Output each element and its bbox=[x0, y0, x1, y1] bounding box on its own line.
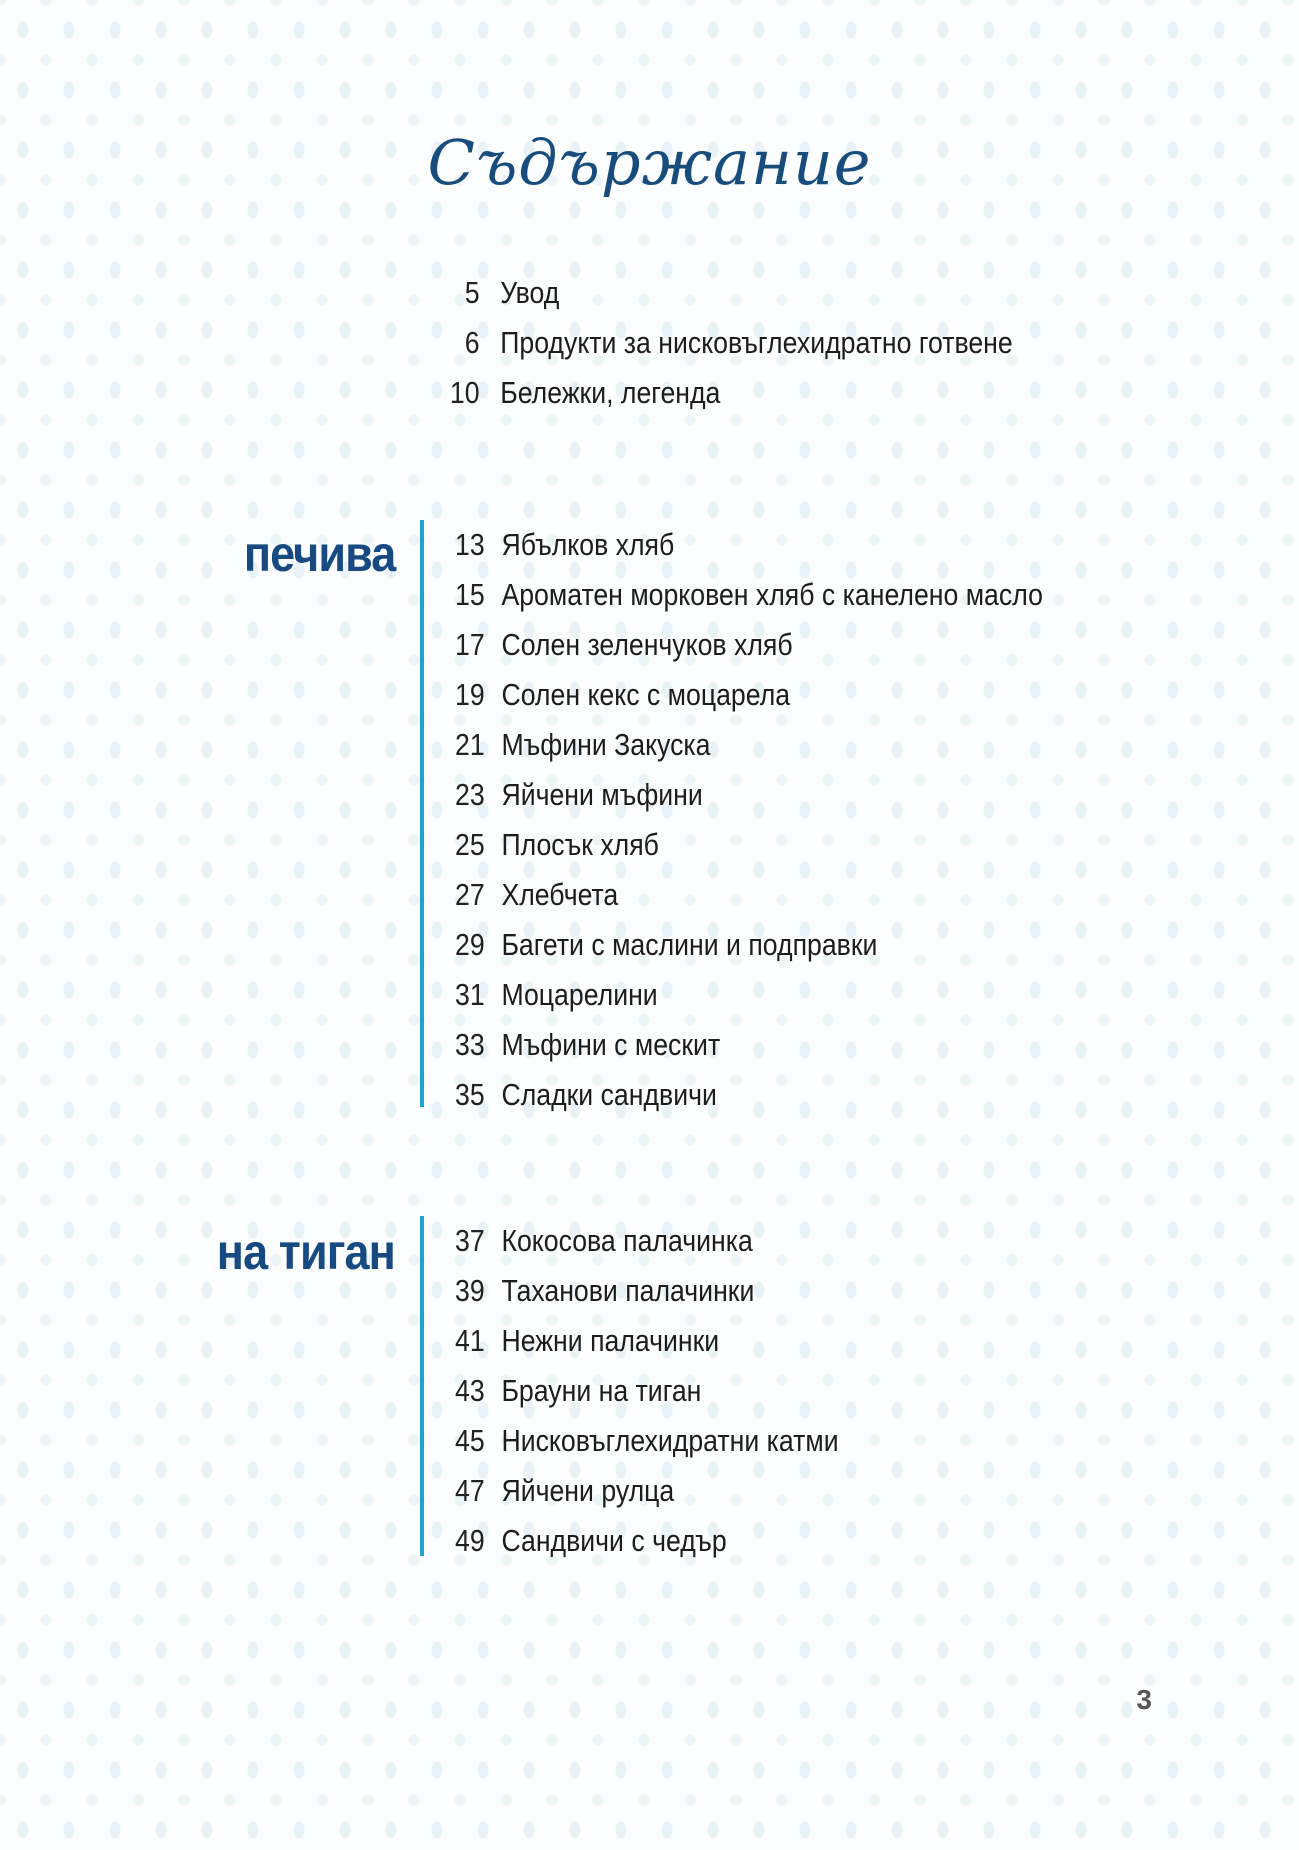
toc-entry-label: Бележки, легенда bbox=[500, 375, 721, 410]
toc-entry[interactable] bbox=[455, 770, 1043, 820]
toc-page-number: 33 bbox=[455, 1027, 485, 1062]
toc-entry[interactable] bbox=[455, 720, 1043, 770]
toc-entry[interactable] bbox=[455, 1366, 839, 1416]
toc-entry[interactable] bbox=[455, 820, 1043, 870]
toc-page-number: 47 bbox=[455, 1473, 485, 1508]
toc-entry[interactable] bbox=[455, 670, 1043, 720]
toc-entry-label: Моцарелини bbox=[501, 977, 658, 1012]
toc-page-number: 31 bbox=[455, 977, 485, 1012]
toc-page-number: 10 bbox=[449, 375, 480, 410]
toc-entry-label: Нежни палачинки bbox=[501, 1323, 720, 1358]
toc-page-number: 45 bbox=[455, 1423, 485, 1458]
toc-page-number: 17 bbox=[455, 627, 485, 662]
toc-entry-label: Нисковъглехидратни катми bbox=[501, 1423, 839, 1458]
toc-entry-label: Продукти за нисковъглехидратно готвене bbox=[500, 325, 1013, 360]
toc-page-number: 37 bbox=[455, 1223, 485, 1258]
toc-entry-label: Кокосова палачинка bbox=[501, 1223, 753, 1258]
toc-entry-label: Ябълков хляб bbox=[501, 527, 675, 562]
section-list bbox=[455, 1216, 901, 1566]
toc-entry-label: Яйчени мъфини bbox=[501, 777, 703, 812]
toc-entry-label: Ароматен морковен хляб с канелено масло bbox=[501, 577, 1043, 612]
toc-entry-label: Плосък хляб bbox=[501, 827, 659, 862]
toc-page-number: 23 bbox=[455, 777, 485, 812]
page-number: 3 bbox=[1136, 1684, 1152, 1715]
toc-entry[interactable] bbox=[455, 1020, 1043, 1070]
toc-page-number: 15 bbox=[455, 577, 485, 612]
page-title: Съдържание bbox=[427, 126, 872, 199]
toc-entry[interactable] bbox=[455, 570, 1043, 620]
toc-entry[interactable] bbox=[455, 870, 1043, 920]
toc-entry-label: Таханови палачинки bbox=[501, 1273, 755, 1308]
toc-entry-label: Сандвичи с чедър bbox=[501, 1523, 727, 1558]
toc-entry-label: Яйчени рулца bbox=[501, 1473, 675, 1508]
toc-entry-label: Мъфини Закуска bbox=[501, 727, 711, 762]
toc-page-number: 27 bbox=[455, 877, 485, 912]
toc-entry[interactable] bbox=[455, 1266, 839, 1316]
toc-entry-label: Брауни на тиган bbox=[501, 1373, 702, 1408]
toc-entry[interactable] bbox=[455, 1416, 839, 1466]
toc-entry-label: Хлебчета bbox=[501, 877, 619, 912]
section-divider bbox=[420, 1216, 424, 1556]
toc-page-number: 6 bbox=[464, 325, 480, 360]
toc-page-number: 43 bbox=[455, 1373, 485, 1408]
section-divider bbox=[420, 520, 424, 1107]
toc-page-number: 49 bbox=[455, 1523, 485, 1558]
toc-entry[interactable] bbox=[455, 1070, 1043, 1120]
toc-entry[interactable] bbox=[440, 368, 1013, 418]
section-list bbox=[455, 520, 1139, 1120]
toc-entry[interactable] bbox=[455, 1516, 839, 1566]
toc-entry[interactable] bbox=[455, 1316, 839, 1366]
toc-page-number: 35 bbox=[455, 1077, 485, 1112]
toc-entry-label: Солен кекс с моцарела bbox=[501, 677, 791, 712]
toc-entry[interactable] bbox=[455, 620, 1043, 670]
toc-entry[interactable] bbox=[440, 268, 1013, 318]
toc-page-number: 21 bbox=[455, 727, 485, 762]
toc-entry[interactable] bbox=[455, 520, 1043, 570]
toc-page-number: 29 bbox=[455, 927, 485, 962]
toc-page-number: 41 bbox=[455, 1323, 485, 1358]
toc-entry[interactable] bbox=[440, 318, 1013, 368]
toc-entry[interactable] bbox=[455, 970, 1043, 1020]
toc-page-number: 25 bbox=[455, 827, 485, 862]
toc-page-number: 39 bbox=[455, 1273, 485, 1308]
toc-entry[interactable] bbox=[455, 1216, 839, 1266]
toc-entry-label: Багети с маслини и подправки bbox=[501, 927, 878, 962]
toc-entry[interactable] bbox=[455, 1466, 839, 1516]
section-title: печива bbox=[243, 526, 395, 582]
intro-list bbox=[440, 268, 1106, 418]
toc-entry-label: Увод bbox=[500, 275, 560, 310]
toc-page-number: 19 bbox=[455, 677, 485, 712]
toc-page-number: 5 bbox=[464, 275, 480, 310]
toc-page-number: 13 bbox=[455, 527, 485, 562]
toc-entry-label: Сладки сандвичи bbox=[501, 1077, 717, 1112]
section-title: на тиган bbox=[216, 1224, 395, 1280]
toc-entry[interactable] bbox=[455, 920, 1043, 970]
toc-entry-label: Солен зеленчуков хляб bbox=[501, 627, 793, 662]
toc-entry-label: Мъфини с мескит bbox=[501, 1027, 721, 1062]
